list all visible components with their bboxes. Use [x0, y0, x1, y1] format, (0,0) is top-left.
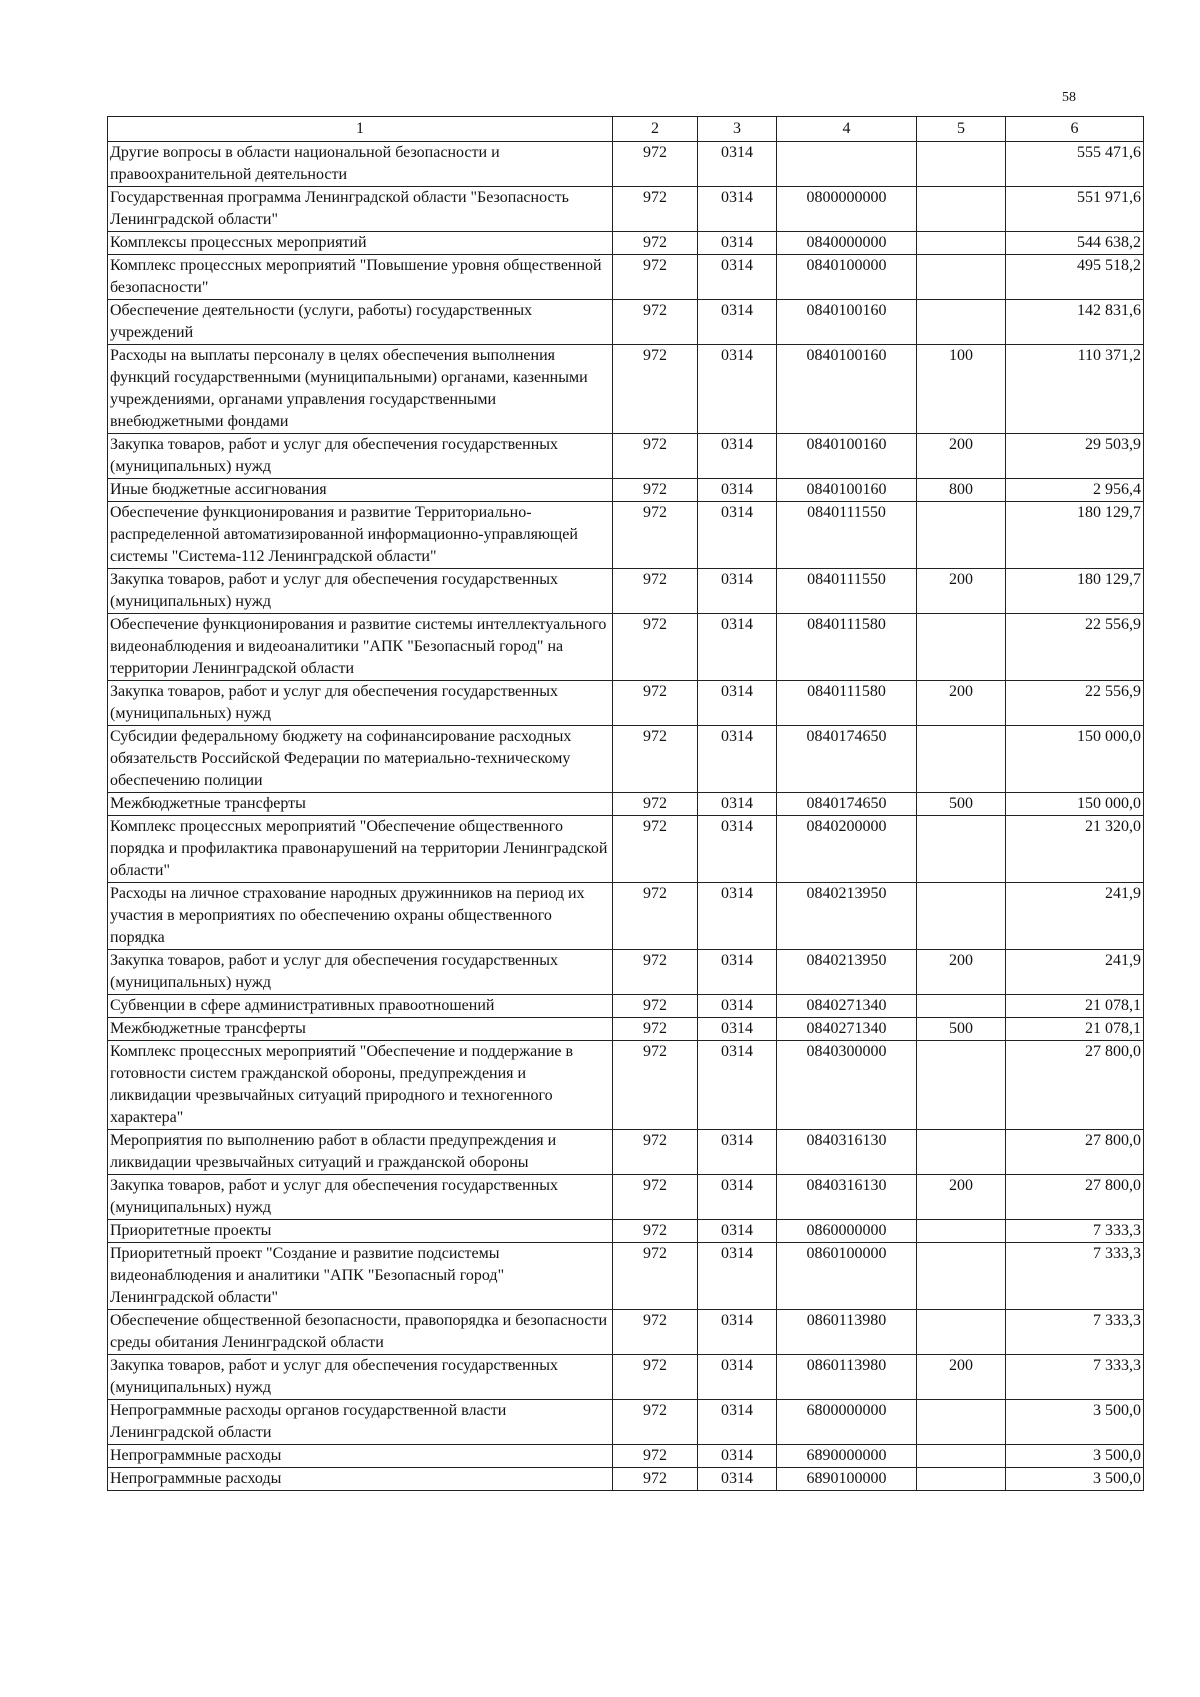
row-target-code: 0840111550	[777, 569, 917, 614]
table-row	[108, 255, 1144, 300]
table-row	[108, 502, 1144, 569]
row-ministry-code: 972	[613, 816, 698, 883]
header-col-5: 5	[917, 117, 1006, 142]
row-amount: 21 078,1	[1006, 995, 1144, 1018]
row-target-code: 0840000000	[777, 232, 917, 255]
row-section-code: 0314	[698, 345, 777, 434]
row-expense-type: 200	[917, 569, 1006, 614]
row-expense-type	[917, 232, 1006, 255]
row-expense-type	[917, 502, 1006, 569]
row-target-code: 0840316130	[777, 1130, 917, 1175]
row-ministry-code: 972	[613, 1220, 698, 1243]
row-section-code: 0314	[698, 681, 777, 726]
table-row	[108, 1310, 1144, 1355]
row-section-code: 0314	[698, 1220, 777, 1243]
row-expense-type: 200	[917, 434, 1006, 479]
row-description: Обеспечение общественной безопасности, правопорядка и безопасности среды обитания Ленинградской области	[108, 1310, 613, 1355]
row-ministry-code: 972	[613, 1175, 698, 1220]
row-description: Расходы на личное страхование народных дружинников на период их участия в мероприятиях по обеспечению охраны общественного порядка	[108, 883, 613, 950]
row-target-code: 0860113980	[777, 1355, 917, 1400]
row-expense-type	[917, 1400, 1006, 1445]
row-target-code: 0840174650	[777, 726, 917, 793]
row-expense-type	[917, 995, 1006, 1018]
table-row	[108, 883, 1144, 950]
table-row	[108, 232, 1144, 255]
row-section-code: 0314	[698, 1130, 777, 1175]
row-ministry-code: 972	[613, 1018, 698, 1041]
table-row	[108, 345, 1144, 434]
row-amount: 495 518,2	[1006, 255, 1144, 300]
row-target-code: 0840111550	[777, 502, 917, 569]
row-expense-type: 100	[917, 345, 1006, 434]
row-expense-type	[917, 1130, 1006, 1175]
row-section-code: 0314	[698, 569, 777, 614]
row-target-code: 6890000000	[777, 1445, 917, 1468]
table-row	[108, 793, 1144, 816]
row-target-code: 0840271340	[777, 1018, 917, 1041]
row-description: Межбюджетные трансферты	[108, 793, 613, 816]
table-row	[108, 479, 1144, 502]
row-expense-type: 200	[917, 1175, 1006, 1220]
row-description: Расходы на выплаты персоналу в целях обеспечения выполнения функций государственными (муниципальными) органами, казенными учреждениями, органами управления государственными внебюджетными фондами	[108, 345, 613, 434]
row-section-code: 0314	[698, 232, 777, 255]
header-col-3: 3	[698, 117, 777, 142]
table-body	[108, 142, 1144, 1491]
row-description: Субвенции в сфере административных правоотношений	[108, 995, 613, 1018]
row-expense-type: 500	[917, 793, 1006, 816]
row-section-code: 0314	[698, 300, 777, 345]
row-description: Иные бюджетные ассигнования	[108, 479, 613, 502]
row-amount: 551 971,6	[1006, 187, 1144, 232]
row-expense-type	[917, 1220, 1006, 1243]
row-description: Комплексы процессных мероприятий	[108, 232, 613, 255]
row-section-code: 0314	[698, 1355, 777, 1400]
row-description: Обеспечение функционирования и развитие Территориально-распределенной автоматизированной информационно-управляющей системы "Система-112 Ленинградской области"	[108, 502, 613, 569]
row-expense-type	[917, 1310, 1006, 1355]
row-ministry-code: 972	[613, 502, 698, 569]
row-section-code: 0314	[698, 995, 777, 1018]
row-ministry-code: 972	[613, 614, 698, 681]
row-ministry-code: 972	[613, 883, 698, 950]
row-target-code: 0840200000	[777, 816, 917, 883]
row-section-code: 0314	[698, 883, 777, 950]
table-row	[108, 434, 1144, 479]
row-ministry-code: 972	[613, 1130, 698, 1175]
row-target-code: 0840316130	[777, 1175, 917, 1220]
row-expense-type	[917, 187, 1006, 232]
row-expense-type	[917, 1468, 1006, 1491]
row-amount: 27 800,0	[1006, 1041, 1144, 1130]
row-ministry-code: 972	[613, 1445, 698, 1468]
row-description: Обеспечение деятельности (услуги, работы) государственных учреждений	[108, 300, 613, 345]
row-amount: 180 129,7	[1006, 569, 1144, 614]
row-section-code: 0314	[698, 1175, 777, 1220]
row-description: Непрограммные расходы	[108, 1468, 613, 1491]
row-section-code: 0314	[698, 1400, 777, 1445]
row-description: Закупка товаров, работ и услуг для обеспечения государственных (муниципальных) нужд	[108, 434, 613, 479]
row-description: Закупка товаров, работ и услуг для обеспечения государственных (муниципальных) нужд	[108, 681, 613, 726]
table-row	[108, 614, 1144, 681]
row-section-code: 0314	[698, 726, 777, 793]
page-number: 58	[1062, 90, 1076, 105]
row-section-code: 0314	[698, 1018, 777, 1041]
header-col-4: 4	[777, 117, 917, 142]
row-section-code: 0314	[698, 1468, 777, 1491]
table-row	[108, 1041, 1144, 1130]
row-expense-type	[917, 142, 1006, 187]
row-amount: 7 333,3	[1006, 1310, 1144, 1355]
row-section-code: 0314	[698, 187, 777, 232]
table-row	[108, 1220, 1144, 1243]
table-row	[108, 300, 1144, 345]
row-ministry-code: 972	[613, 187, 698, 232]
row-amount: 21 320,0	[1006, 816, 1144, 883]
row-expense-type	[917, 255, 1006, 300]
row-ministry-code: 972	[613, 995, 698, 1018]
row-ministry-code: 972	[613, 681, 698, 726]
row-expense-type: 200	[917, 950, 1006, 995]
row-ministry-code: 972	[613, 569, 698, 614]
row-ministry-code: 972	[613, 142, 698, 187]
row-target-code: 0840213950	[777, 950, 917, 995]
row-ministry-code: 972	[613, 950, 698, 995]
row-description: Непрограммные расходы органов государственной власти Ленинградской области	[108, 1400, 613, 1445]
row-description: Комплекс процессных мероприятий "Обеспечение и поддержание в готовности систем гражданской обороны, предупреждения и ликвидации чрезвычайных ситуаций природного и техногенного характера"	[108, 1041, 613, 1130]
row-expense-type	[917, 614, 1006, 681]
row-target-code: 0860100000	[777, 1243, 917, 1310]
table-row	[108, 681, 1144, 726]
row-amount: 7 333,3	[1006, 1220, 1144, 1243]
table-row	[108, 1445, 1144, 1468]
row-expense-type	[917, 300, 1006, 345]
row-expense-type	[917, 816, 1006, 883]
table-row	[108, 1018, 1144, 1041]
row-amount: 2 956,4	[1006, 479, 1144, 502]
row-target-code: 0840100160	[777, 300, 917, 345]
row-description: Обеспечение функционирования и развитие системы интеллектуального видеонаблюдения и видеоаналитики "АПК "Безопасный город" на территории Ленинградской области	[108, 614, 613, 681]
row-expense-type: 500	[917, 1018, 1006, 1041]
row-description: Другие вопросы в области национальной безопасности и правоохранительной деятельности	[108, 142, 613, 187]
table-row	[108, 1355, 1144, 1400]
row-amount: 142 831,6	[1006, 300, 1144, 345]
table-header	[108, 117, 1144, 142]
row-ministry-code: 972	[613, 255, 698, 300]
row-target-code: 0840111580	[777, 614, 917, 681]
row-target-code: 0840100000	[777, 255, 917, 300]
header-col-6: 6	[1006, 117, 1144, 142]
row-description: Закупка товаров, работ и услуг для обеспечения государственных (муниципальных) нужд	[108, 1355, 613, 1400]
row-target-code: 0840174650	[777, 793, 917, 816]
row-target-code: 0860000000	[777, 1220, 917, 1243]
row-target-code: 6800000000	[777, 1400, 917, 1445]
row-amount: 3 500,0	[1006, 1468, 1144, 1491]
row-amount: 21 078,1	[1006, 1018, 1144, 1041]
budget-table	[107, 116, 1144, 1491]
table-row	[108, 1400, 1144, 1445]
row-section-code: 0314	[698, 434, 777, 479]
header-row	[108, 117, 1144, 142]
row-expense-type	[917, 1243, 1006, 1310]
row-section-code: 0314	[698, 142, 777, 187]
row-section-code: 0314	[698, 793, 777, 816]
row-ministry-code: 972	[613, 300, 698, 345]
row-amount: 7 333,3	[1006, 1355, 1144, 1400]
row-expense-type	[917, 726, 1006, 793]
table-row	[108, 816, 1144, 883]
row-description: Мероприятия по выполнению работ в области предупреждения и ликвидации чрезвычайных ситуаций и гражданской обороны	[108, 1130, 613, 1175]
row-target-code: 0840111580	[777, 681, 917, 726]
row-description: Государственная программа Ленинградской области "Безопасность Ленинградской области"	[108, 187, 613, 232]
row-description: Комплекс процессных мероприятий "Обеспечение общественного порядка и профилактика правонарушений на территории Ленинградской области"	[108, 816, 613, 883]
row-description: Комплекс процессных мероприятий "Повышение уровня общественной безопасности"	[108, 255, 613, 300]
table-row	[108, 950, 1144, 995]
row-amount: 110 371,2	[1006, 345, 1144, 434]
row-target-code: 0800000000	[777, 187, 917, 232]
row-expense-type: 200	[917, 1355, 1006, 1400]
row-ministry-code: 972	[613, 1468, 698, 1491]
table-row	[108, 569, 1144, 614]
row-section-code: 0314	[698, 614, 777, 681]
row-description: Закупка товаров, работ и услуг для обеспечения государственных (муниципальных) нужд	[108, 569, 613, 614]
row-target-code	[777, 142, 917, 187]
row-ministry-code: 972	[613, 1355, 698, 1400]
row-ministry-code: 972	[613, 479, 698, 502]
row-target-code: 0840300000	[777, 1041, 917, 1130]
table-row	[108, 1468, 1144, 1491]
row-amount: 29 503,9	[1006, 434, 1144, 479]
row-amount: 22 556,9	[1006, 681, 1144, 726]
row-target-code: 0860113980	[777, 1310, 917, 1355]
row-description: Приоритетные проекты	[108, 1220, 613, 1243]
header-col-2: 2	[613, 117, 698, 142]
row-ministry-code: 972	[613, 1400, 698, 1445]
table-row	[108, 1130, 1144, 1175]
row-ministry-code: 972	[613, 1243, 698, 1310]
row-ministry-code: 972	[613, 726, 698, 793]
table-row	[108, 995, 1144, 1018]
row-ministry-code: 972	[613, 232, 698, 255]
row-section-code: 0314	[698, 1243, 777, 1310]
row-description: Закупка товаров, работ и услуг для обеспечения государственных (муниципальных) нужд	[108, 1175, 613, 1220]
row-section-code: 0314	[698, 1041, 777, 1130]
row-expense-type: 800	[917, 479, 1006, 502]
row-section-code: 0314	[698, 950, 777, 995]
row-amount: 22 556,9	[1006, 614, 1144, 681]
table-row	[108, 726, 1144, 793]
row-amount: 27 800,0	[1006, 1175, 1144, 1220]
row-description: Межбюджетные трансферты	[108, 1018, 613, 1041]
row-amount: 241,9	[1006, 950, 1144, 995]
row-ministry-code: 972	[613, 1310, 698, 1355]
row-section-code: 0314	[698, 816, 777, 883]
table-row	[108, 1175, 1144, 1220]
row-section-code: 0314	[698, 502, 777, 569]
row-ministry-code: 972	[613, 1041, 698, 1130]
row-amount: 150 000,0	[1006, 726, 1144, 793]
row-target-code: 0840100160	[777, 479, 917, 502]
row-target-code: 0840100160	[777, 434, 917, 479]
row-expense-type	[917, 883, 1006, 950]
header-col-1: 1	[108, 117, 613, 142]
row-amount: 555 471,6	[1006, 142, 1144, 187]
row-expense-type	[917, 1445, 1006, 1468]
row-amount: 3 500,0	[1006, 1400, 1144, 1445]
row-ministry-code: 972	[613, 793, 698, 816]
table-row	[108, 142, 1144, 187]
row-section-code: 0314	[698, 1445, 777, 1468]
row-section-code: 0314	[698, 255, 777, 300]
table-row	[108, 187, 1144, 232]
row-target-code: 0840213950	[777, 883, 917, 950]
row-ministry-code: 972	[613, 434, 698, 479]
row-amount: 27 800,0	[1006, 1130, 1144, 1175]
row-section-code: 0314	[698, 479, 777, 502]
row-description: Непрограммные расходы	[108, 1445, 613, 1468]
row-amount: 150 000,0	[1006, 793, 1144, 816]
row-amount: 241,9	[1006, 883, 1144, 950]
row-section-code: 0314	[698, 1310, 777, 1355]
table-row	[108, 1243, 1144, 1310]
row-amount: 180 129,7	[1006, 502, 1144, 569]
row-target-code: 0840100160	[777, 345, 917, 434]
row-description: Приоритетный проект "Создание и развитие подсистемы видеонаблюдения и аналитики "АПК "Безопасный город" Ленинградской области"	[108, 1243, 613, 1310]
row-target-code: 6890100000	[777, 1468, 917, 1491]
row-expense-type: 200	[917, 681, 1006, 726]
row-expense-type	[917, 1041, 1006, 1130]
row-amount: 7 333,3	[1006, 1243, 1144, 1310]
row-amount: 3 500,0	[1006, 1445, 1144, 1468]
row-ministry-code: 972	[613, 345, 698, 434]
row-amount: 544 638,2	[1006, 232, 1144, 255]
row-description: Закупка товаров, работ и услуг для обеспечения государственных (муниципальных) нужд	[108, 950, 613, 995]
row-description: Субсидии федеральному бюджету на софинансирование расходных обязательств Российской Федерации по материально-техническому обеспечению полиции	[108, 726, 613, 793]
row-target-code: 0840271340	[777, 995, 917, 1018]
